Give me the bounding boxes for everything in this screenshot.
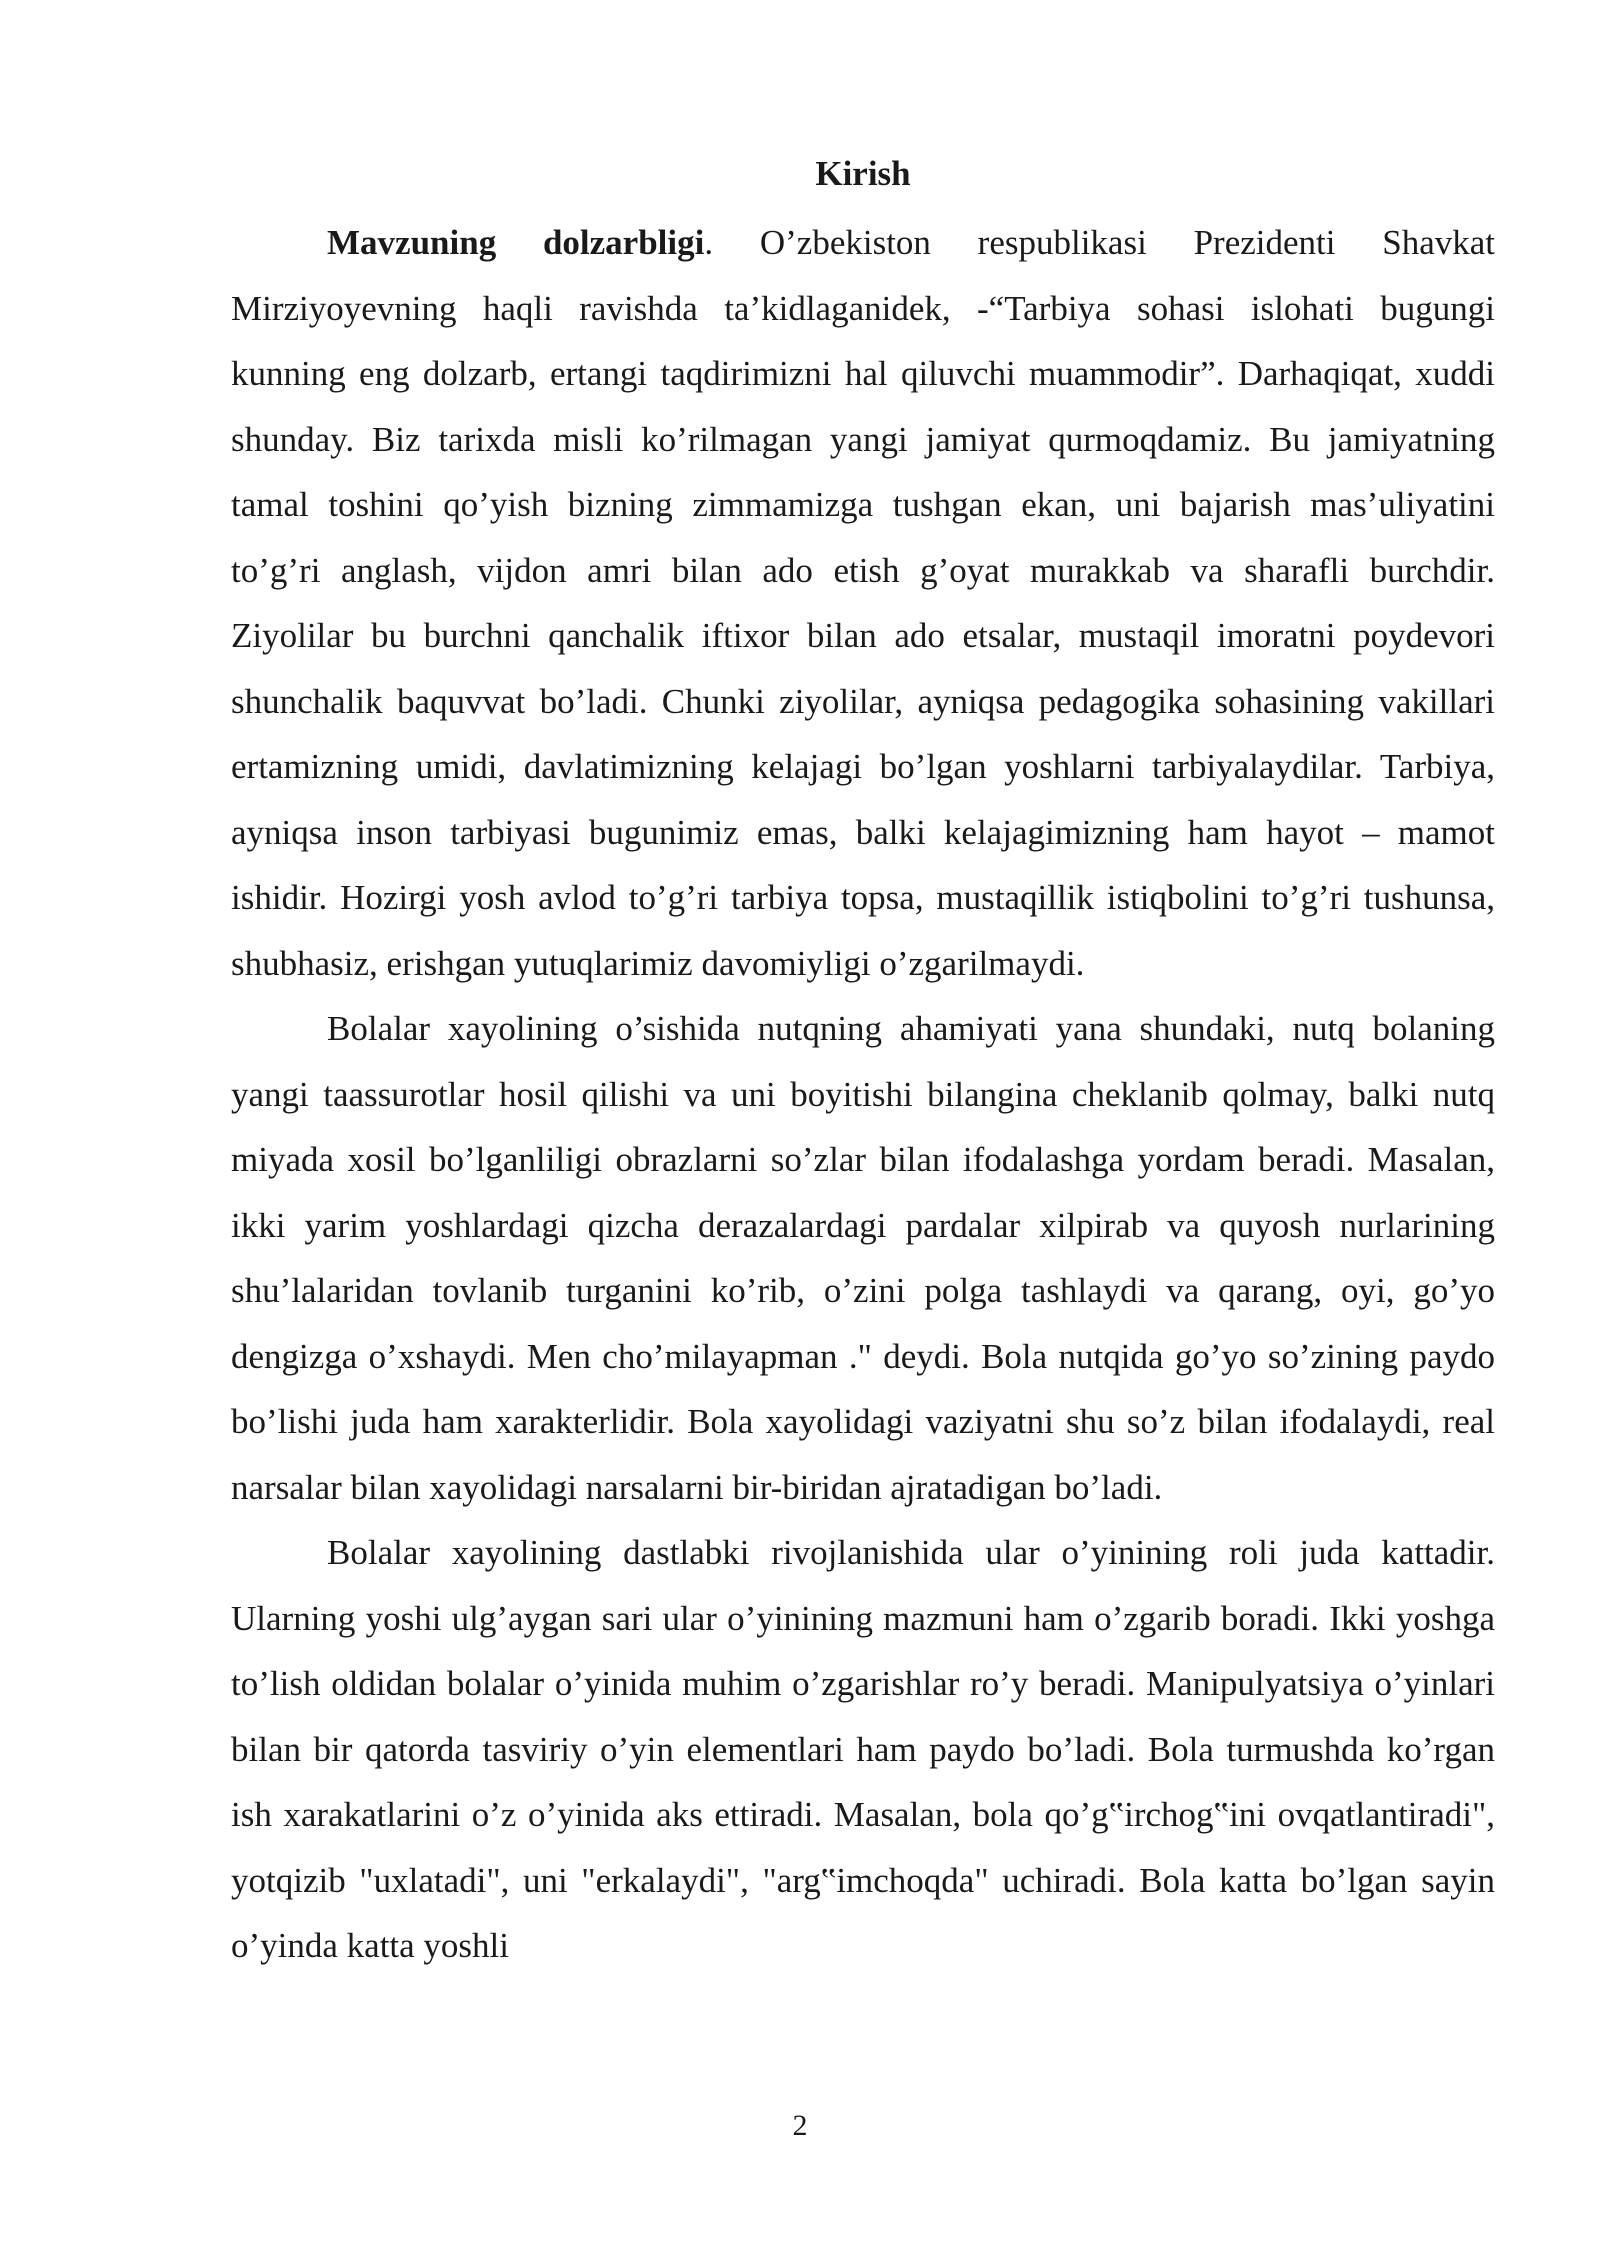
page-content <box>231 145 1495 1979</box>
paragraph-play: Bolalar xayolining dastlabki rivojlanishida ular o’yinining roli juda kattadir. Ularning yoshi ulg’aygan sari ular o’yinining mazmuni ham o’zgarib boradi. Ikki yoshga to’lish oldidan bolalar o’yinida muhim o’zgarishlar ro’y beradi. Manipulyatsiya o’yinlari bilan bir qatorda tasviriy o’yin elementlari ham paydo bo’ladi. Bola turmushda ko’rgan ish xarakatlarini o’z o’yinida aks ettiradi. Masalan, bola qo’g‟irchog‟ini ovqatlantiradi", yotqizib "uxlatadi", uni "erkalaydi", "arg‟imchoqda" uchiradi. Bola katta bo’lgan sayin o’yinda katta yoshli <box>231 1533 1495 1965</box>
paragraph-relevance <box>231 210 1495 996</box>
paragraph-text: . O’zbekiston respublikasi Prezidenti Shavkat Mirziyoyevning haqli ravishda ta’kidlaganidek, -“Tarbiya sohasi islohati bugungi kunning eng dolzarb, ertangi taqdirimizni hal qiluvchi muammodir”. Darhaqiqat, xuddi shunday. Biz tarixda misli ko’rilmagan yangi jamiyat qurmoqdamiz. Bu jamiyatning tamal toshini qo’yish bizning zimmamizga tushgan ekan, uni bajarish mas’uliyatini to’g’ri anglash, vijdon amri bilan ado etish g’oyat murakkab va sharafli burchdir. Ziyolilar bu burchni qanchalik iftixor bilan ado etsalar, mustaqil imoratni poydevori shunchalik baquvvat bo’ladi. Chunki ziyolilar, ayniqsa pedagogika sohasining vakillari ertamizning umidi, davlatimizning kelajagi bo’lgan yoshlarni tarbiyalaydilar. Tarbiya, ayniqsa inson tarbiyasi bugunimiz emas, balki kelajagimizning ham hayot – mamot ishidir. Hozirgi yosh avlod to’g’ri tarbiya topsa, mustaqillik istiqbolini to’g’ri tushunsa, shubhasiz, erishgan yutuqlarimiz davomiyligi o’zgarilmaydi. <box>231 223 1495 983</box>
paragraph-lead: Mavzuning dolzarbligi <box>327 223 705 262</box>
section-heading: Kirish <box>815 154 911 193</box>
paragraph-speech: Bolalar xayolining o’sishida nutqning ahamiyati yana shundaki, nutq bolaning yangi taassurotlar hosil qilishi va uni boyitishi bilangina cheklanib qolmay, balki nutq miyada xosil bo’lganliligi obrazlarni so’zlar bilan ifodalashga yordam beradi. Masalan, ikki yarim yoshlardagi qizcha derazalardagi pardalar xilpirab va quyosh nurlarining shu’lalaridan tovlanib turganini ko’rib, o’zini polga tashlaydi va qarang, oyi, go’yo dengizga o’xshaydi. Men cho’milayapman ." deydi. Bola nutqida go’yo so’zining paydo bo’lishi juda ham xarakterlidir. Bola xayolidagi vaziyatni shu so’z bilan ifodalaydi, real narsalar bilan xayolidagi narsalarni bir-biridan ajratadigan bo’ladi. <box>231 1009 1495 1507</box>
page-number: 2 <box>792 2109 808 2142</box>
